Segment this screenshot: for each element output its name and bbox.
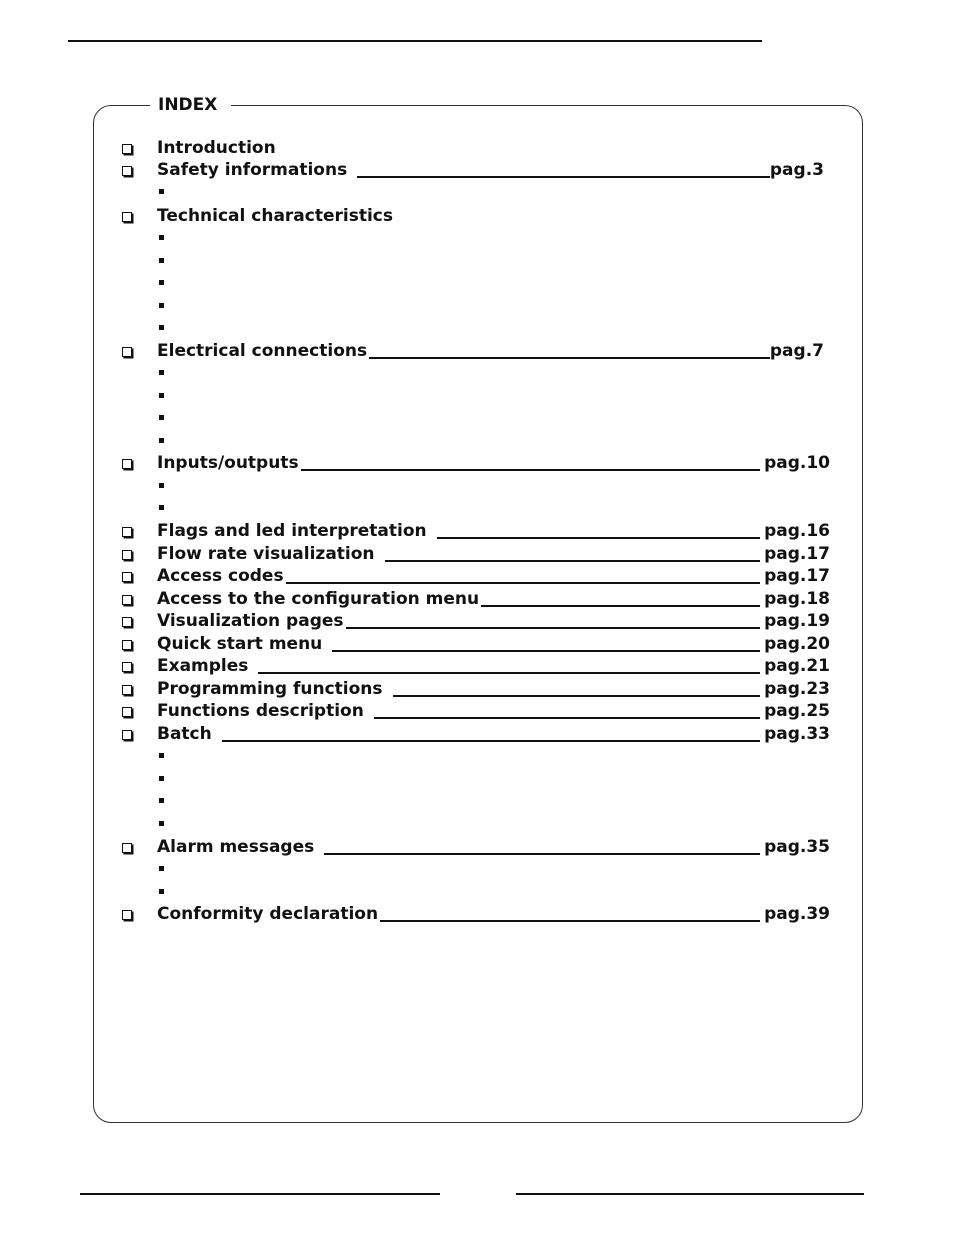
sub-bullet-icon (159, 483, 164, 488)
sub-bullet-icon (159, 798, 164, 803)
sub-bullet-icon (159, 753, 164, 758)
leader-line (357, 176, 770, 178)
toc-entry-electrical-connections[interactable] (122, 340, 824, 362)
checkbox-bullet-icon (122, 730, 132, 740)
leader-line (481, 605, 760, 607)
sub-bullet-icon (159, 370, 164, 375)
toc-entry-page: pag.23 (764, 679, 830, 699)
toc-entry-title: Electrical connections (157, 341, 368, 361)
checkbox-bullet-icon (122, 707, 132, 717)
toc-entry-quick-start-menu[interactable] (122, 633, 830, 655)
sub-bullet-icon (159, 889, 164, 894)
checkbox-bullet-icon (122, 595, 132, 605)
toc-entry-page: pag.20 (764, 634, 830, 654)
toc-entry-title: Introduction (157, 138, 276, 158)
sub-bullet-icon (159, 821, 164, 826)
toc-entry-visualization-pages[interactable] (122, 610, 830, 632)
toc-entry-page: pag.25 (764, 701, 830, 721)
checkbox-bullet-icon (122, 617, 132, 627)
toc-entry-conformity-declaration[interactable] (122, 903, 830, 925)
index-title: INDEX (150, 94, 231, 116)
toc-entry-access-codes[interactable] (122, 565, 830, 587)
toc-entry-title: Conformity declaration (157, 904, 379, 924)
checkbox-bullet-icon (122, 144, 132, 154)
toc-entry-access-to-the-configuration-menu[interactable] (122, 588, 830, 610)
sub-bullet-icon (159, 438, 164, 443)
header-rule (68, 40, 762, 42)
toc-entry-page: pag.19 (764, 611, 830, 631)
checkbox-bullet-icon (122, 662, 132, 672)
toc-entry-examples[interactable] (122, 655, 830, 677)
toc-entry-functions-description[interactable] (122, 700, 830, 722)
toc-entry-title: Access codes (157, 566, 284, 586)
sub-bullet-icon (159, 415, 164, 420)
toc-entry-alarm-messages[interactable] (122, 836, 830, 858)
toc-entry-title: Functions description (157, 701, 364, 721)
toc-entry-page: pag.16 (764, 521, 830, 541)
leader-line (380, 920, 760, 922)
toc-entry-page: pag.33 (764, 724, 830, 744)
leader-line (332, 650, 760, 652)
checkbox-bullet-icon (122, 640, 132, 650)
toc-entry-title: Quick start menu (157, 634, 323, 654)
toc-entry-page: pag.35 (764, 837, 830, 857)
sub-bullet-icon (159, 866, 164, 871)
checkbox-bullet-icon (122, 572, 132, 582)
leader-line (286, 582, 760, 584)
checkbox-bullet-icon (122, 166, 132, 176)
toc-entry-title: Safety informations (157, 160, 348, 180)
sub-bullet-icon (159, 325, 164, 330)
toc-entry-technical-characteristics[interactable] (122, 205, 830, 227)
leader-line (369, 357, 770, 359)
leader-line (346, 627, 761, 629)
toc-entry-inputs-outputs[interactable] (122, 452, 830, 474)
leader-line (258, 672, 760, 674)
toc-entry-batch[interactable] (122, 723, 830, 745)
checkbox-bullet-icon (122, 459, 132, 469)
toc-entry-title: Alarm messages (157, 837, 315, 857)
toc-entry-page: pag.10 (764, 453, 830, 473)
toc-entry-page: pag.3 (769, 160, 824, 180)
leader-line (437, 537, 760, 539)
checkbox-bullet-icon (122, 910, 132, 920)
toc-entry-title: Access to the configuration menu (157, 589, 480, 609)
toc-entry-page: pag.7 (769, 341, 824, 361)
sub-bullet-icon (159, 258, 164, 263)
toc-entry-safety-informations[interactable] (122, 159, 824, 181)
toc-entry-programming-functions[interactable] (122, 678, 830, 700)
toc-entry-title: Technical characteristics (157, 206, 393, 226)
checkbox-bullet-icon (122, 843, 132, 853)
sub-bullet-icon (159, 393, 164, 398)
toc-entry-flow-rate-visualization[interactable] (122, 543, 830, 565)
checkbox-bullet-icon (122, 347, 132, 357)
checkbox-bullet-icon (122, 527, 132, 537)
toc-entry-title: Flags and led interpretation (157, 521, 427, 541)
toc-entry-title: Inputs/outputs (157, 453, 299, 473)
toc-entry-page: pag.18 (764, 589, 830, 609)
checkbox-bullet-icon (122, 550, 132, 560)
sub-bullet-icon (159, 776, 164, 781)
toc-entry-title: Programming functions (157, 679, 383, 699)
toc-entry-page: pag.21 (764, 656, 830, 676)
toc-entry-title: Flow rate visualization (157, 544, 375, 564)
leader-line (393, 695, 761, 697)
toc-entry-page: pag.17 (764, 544, 830, 564)
sub-bullet-icon (159, 280, 164, 285)
toc-entry-page: pag.39 (764, 904, 830, 924)
checkbox-bullet-icon (122, 685, 132, 695)
leader-line (385, 560, 761, 562)
toc-entry-flags-and-led-interpretation[interactable] (122, 520, 830, 542)
leader-line (374, 717, 760, 719)
sub-bullet-icon (159, 505, 164, 510)
sub-bullet-icon (159, 303, 164, 308)
toc-entry-page: pag.17 (764, 566, 830, 586)
toc-entry-introduction[interactable] (122, 137, 830, 159)
leader-line (222, 740, 760, 742)
toc-entry-title: Batch (157, 724, 212, 744)
footer-rule-left (80, 1193, 440, 1195)
leader-line (301, 469, 760, 471)
checkbox-bullet-icon (122, 212, 132, 222)
sub-bullet-icon (159, 235, 164, 240)
sub-bullet-icon (159, 189, 164, 194)
toc-entry-title: Examples (157, 656, 249, 676)
footer-rule-right (516, 1193, 864, 1195)
leader-line (324, 853, 760, 855)
toc-entry-title: Visualization pages (157, 611, 344, 631)
